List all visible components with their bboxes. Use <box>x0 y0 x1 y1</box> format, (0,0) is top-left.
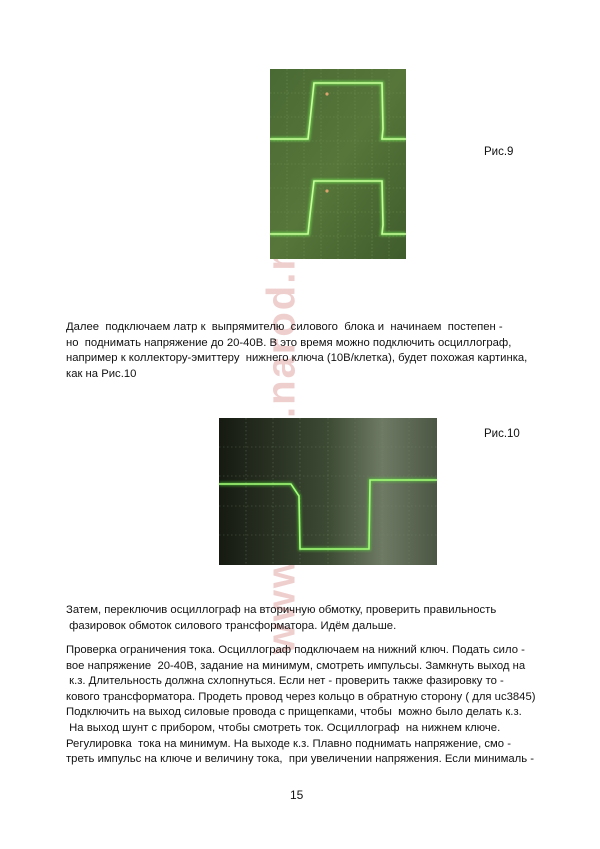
text-line: треть импульс на ключе и величину тока, при увеличении напряжения. Если минималь - <box>66 753 535 766</box>
figure-9-oscillogram <box>270 69 406 259</box>
text-line: кового трансформатора. Продеть провод через кольцо в обратную сторону ( для uc3845) <box>66 690 536 703</box>
text-line: На выход шунт с прибором, чтобы смотреть ток. Осциллограф на нижнем ключе. <box>66 721 501 734</box>
paragraph-secondary-winding <box>66 603 496 634</box>
text-line: Подключить на выход силовые провода с прищепками, чтобы можно было делать к.з. <box>66 706 522 719</box>
text-line: Проверка ограничения тока. Осциллограф подключаем на нижний ключ. Подать сило - <box>66 644 525 656</box>
text-line: как на Рис.10 <box>66 367 137 380</box>
text-line: но поднимать напряжение до 20-40В. В это время можно подключить осциллограф, <box>66 336 512 349</box>
paragraph-current-limit-check <box>66 643 536 768</box>
text-line: Затем, переключив осциллограф на вторичную обмотку, проверить правильность <box>66 604 497 616</box>
figure-9-caption: Рис.9 <box>484 146 514 158</box>
page-number: 15 <box>290 788 304 802</box>
figure-10-caption: Рис.10 <box>484 428 520 440</box>
text-line: Регулировка тока на минимум. На выходе к.з. Плавно поднимать напряжение, смо - <box>66 737 511 750</box>
paragraph-connect-latr <box>66 320 527 382</box>
text-line: Далее подключаем латр к выпрямителю силового блока и начинаем постепен - <box>66 321 503 333</box>
text-line: к.з. Длительность должна схлопнуться. Если нет - проверить также фазировку то - <box>66 675 504 688</box>
text-line: фазировок обмоток силового трансформатора. Идём дальше. <box>66 619 397 632</box>
figure-10-oscillogram <box>219 418 437 565</box>
text-line: например к коллектору-эмиттеру нижнего ключа (10В/клетка), будет похожая картинка, <box>66 352 528 365</box>
text-line: вое напряжение 20-40В, задание на минимум, смотреть импульсы. Замкнуть выход на <box>66 659 526 672</box>
